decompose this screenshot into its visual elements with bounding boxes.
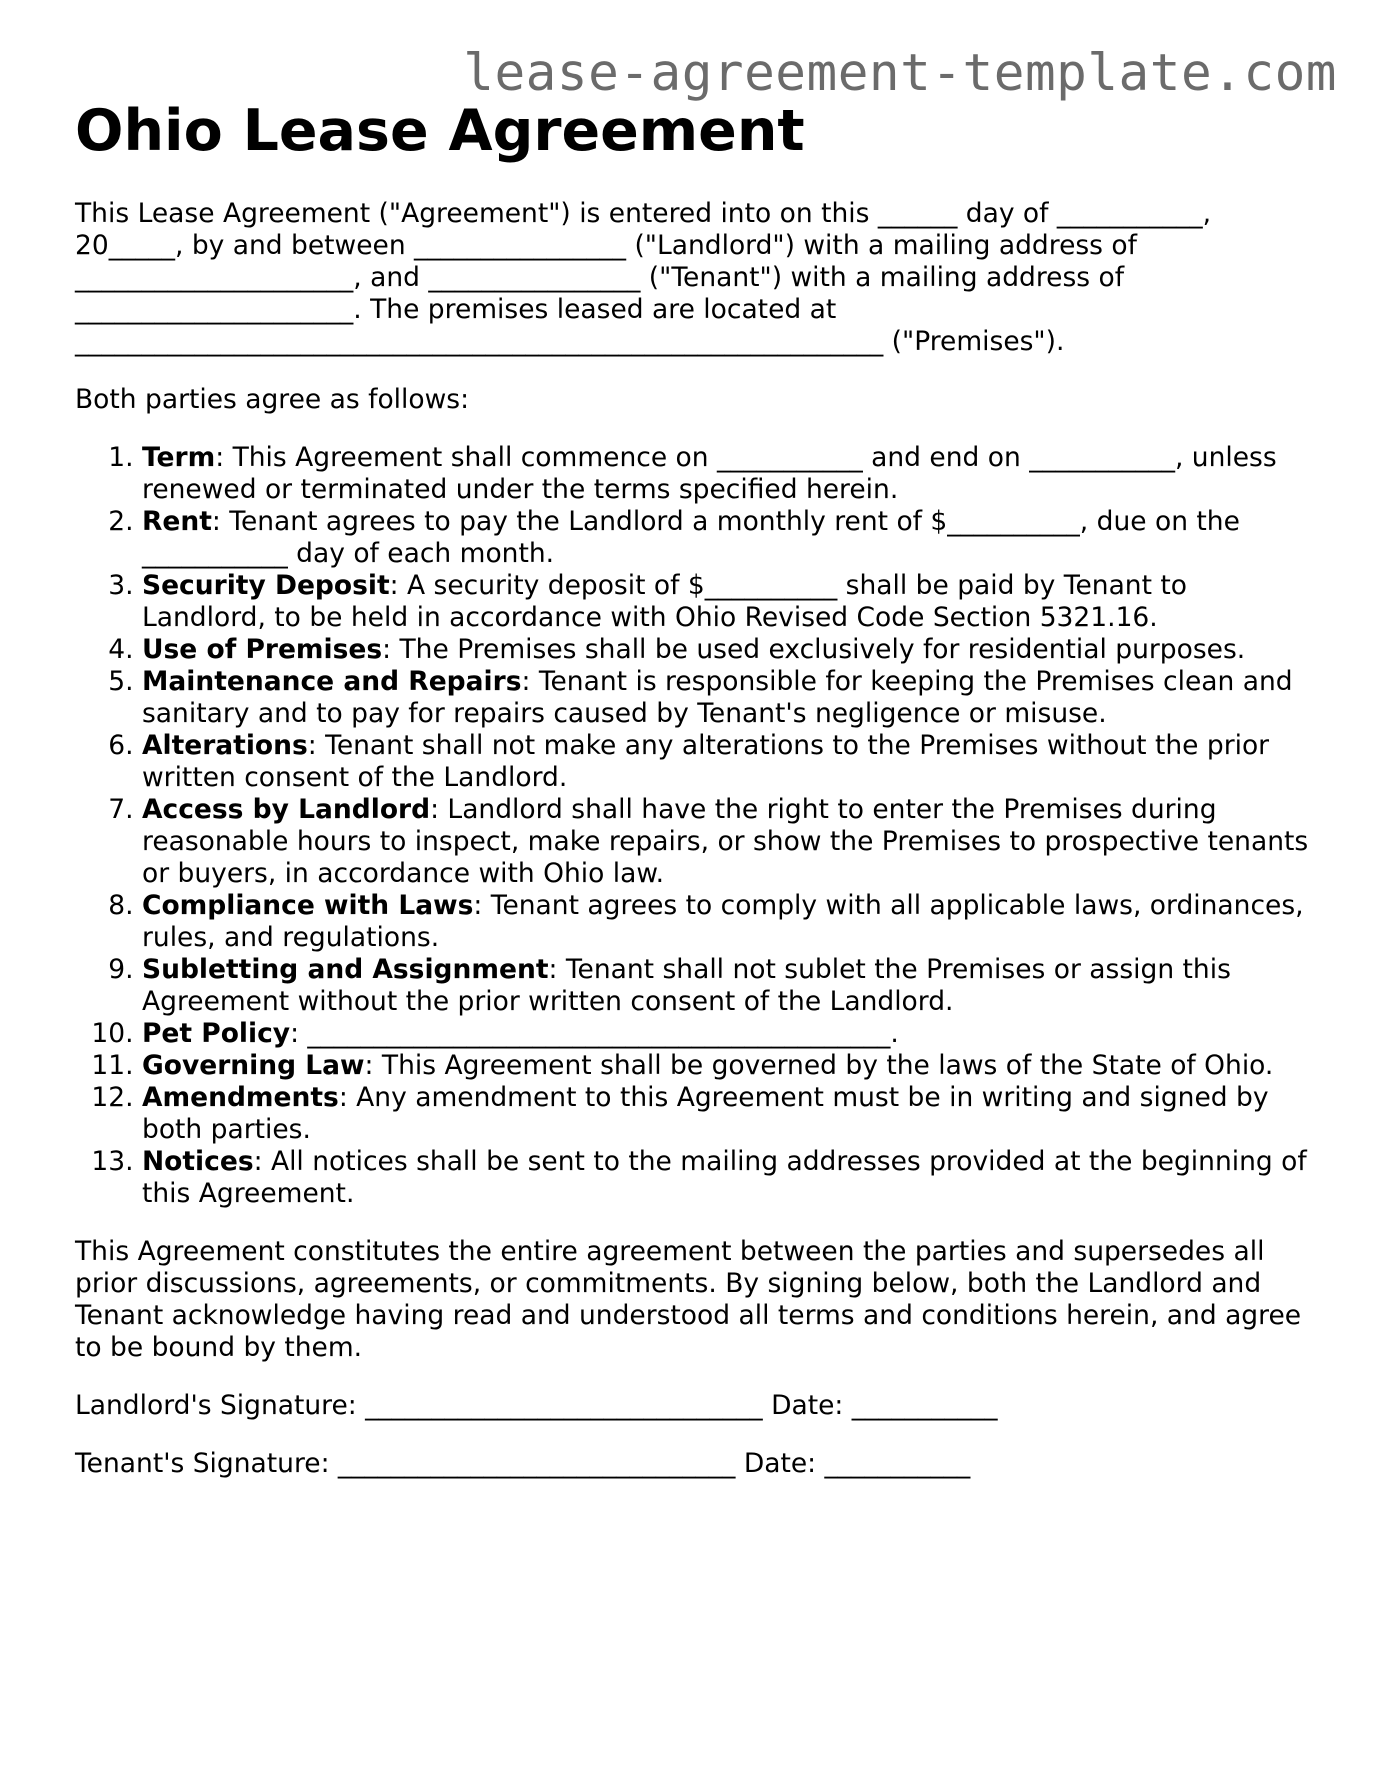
term-text: : ____________________________________________.: [290, 1018, 899, 1049]
term-text: : Any amendment to this Agreement must be in writing and signed by both parties.: [142, 1082, 1269, 1145]
term-item: [142, 570, 1315, 634]
term-text: : Tenant is responsible for keeping the Premises clean and sanitary and to pay for repairs caused by Tenant's negligence or misuse.: [142, 666, 1293, 729]
closing-paragraph: This Agreement constitutes the entire agreement between the parties and supersedes all prior discussions, agreements, or commitments. By signing below, both the Landlord and Tenant acknowledge having read and understood all terms and conditions herein, and agree to be bound by them.: [75, 1236, 1302, 1363]
term-title: Access by Landlord: [142, 794, 431, 825]
intro-line: 20_____, by and between ________________ ("Landlord") with a mailing address of: [75, 230, 1137, 261]
term-title: Rent: [142, 506, 212, 537]
term-text: : Tenant agrees to pay the Landlord a monthly rent of $__________, due on the ___________ day of each month.: [142, 506, 1240, 569]
tenant-signature-line: Tenant's Signature: ______________________________ Date: ___________: [75, 1448, 971, 1479]
term-item: [142, 1146, 1315, 1210]
term-text: : Tenant agrees to comply with all applicable laws, ordinances, rules, and regulations.: [142, 890, 1304, 953]
term-title: Amendments: [142, 1082, 339, 1113]
term-item: [142, 666, 1315, 730]
term-item: [142, 954, 1315, 1018]
intro-line: This Lease Agreement ("Agreement") is entered into on this ______ day of ___________,: [75, 198, 1212, 229]
term-title: Security Deposit: [142, 570, 390, 601]
term-item: [142, 506, 1315, 570]
terms-list: [75, 442, 1315, 1210]
term-title: Notices: [142, 1146, 254, 1177]
term-title: Governing Law: [142, 1050, 365, 1081]
term-item: [142, 890, 1315, 954]
term-title: Maintenance and Repairs: [142, 666, 522, 697]
term-title: Term: [142, 442, 216, 473]
term-title: Alterations: [142, 730, 308, 761]
term-text: : Tenant shall not make any alterations to the Premises without the prior written consent of the Landlord.: [142, 730, 1270, 793]
term-title: Subletting and Assignment: [142, 954, 549, 985]
intro-line: _____________________, and ________________ ("Tenant") with a mailing address of: [75, 262, 1125, 293]
intro-paragraph: [75, 198, 1315, 358]
term-item: [142, 1082, 1315, 1146]
landlord-signature-line: Landlord's Signature: ______________________________ Date: ___________: [75, 1390, 998, 1421]
term-item: [142, 794, 1315, 890]
document-body: [75, 198, 1315, 1506]
term-item: [142, 1018, 1315, 1050]
term-text: : The Premises shall be used exclusively for residential purposes.: [382, 634, 1246, 665]
term-text: : This Agreement shall commence on ___________ and end on ___________, unless renewed or terminated under the terms specified herein.: [142, 442, 1277, 505]
term-text: : All notices shall be sent to the mailing addresses provided at the beginning of this Agreement.: [142, 1146, 1307, 1209]
term-item: [142, 1050, 1315, 1082]
term-text: : A security deposit of $__________ shall be paid by Tenant to Landlord, to be held in accordance with Ohio Revised Code Section 5321.16.: [142, 570, 1188, 633]
term-title: Compliance with Laws: [142, 890, 474, 921]
agreement-lead: Both parties agree as follows:: [75, 384, 470, 415]
term-title: Pet Policy: [142, 1018, 291, 1049]
term-title: Use of Premises: [142, 634, 383, 665]
intro-line: _____________________. The premises leased are located at: [75, 294, 837, 325]
term-item: [142, 442, 1315, 506]
document-title: Ohio Lease Agreement: [75, 98, 805, 164]
term-item: [142, 634, 1315, 666]
term-text: : Landlord shall have the right to enter the Premises during reasonable hours to inspect, make repairs, or show the Premises to prospective tenants or buyers, in accordance with Ohio law.: [142, 794, 1309, 889]
term-text: : Tenant shall not sublet the Premises or assign this Agreement without the prior written consent of the Landlord.: [142, 954, 1231, 1017]
term-text: : This Agreement shall be governed by the laws of the State of Ohio.: [364, 1050, 1274, 1081]
site-watermark: lease-agreement-template.com: [463, 44, 1337, 103]
intro-line: _____________________________________________________________ ("Premises").: [75, 326, 1065, 357]
term-item: [142, 730, 1315, 794]
